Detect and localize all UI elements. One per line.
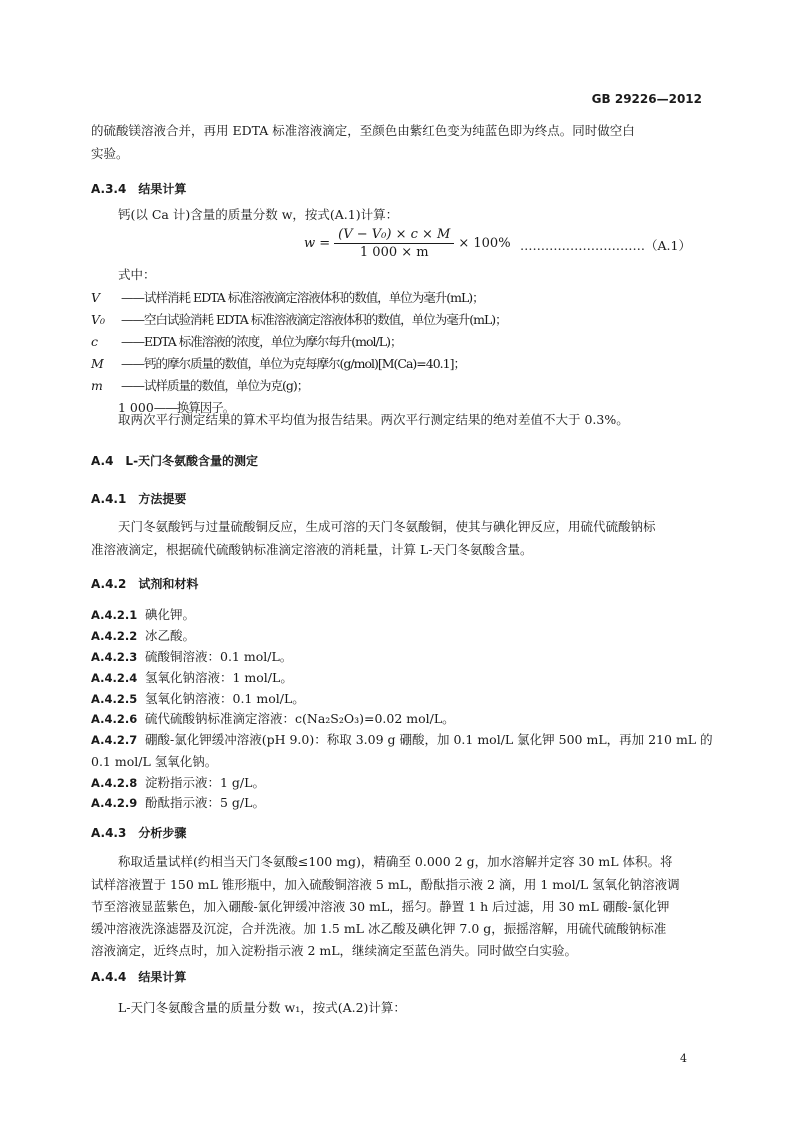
paragraph-line: 缓冲溶液洗涤滤器及沉淀，合并洗液。加 1.5 mL 冰乙酸及碘化钾 7.0 g，振摇溶解，用硫代硫酸钠标准 xyxy=(91,921,667,936)
section-heading-a42 xyxy=(91,575,198,592)
section-title: 方法提要 xyxy=(138,492,187,506)
paragraph-line: 实验。 xyxy=(91,146,129,161)
symbol-row xyxy=(91,310,507,328)
section-heading-a34 xyxy=(91,180,186,197)
paragraph-line: 试样溶液置于 150 mL 锥形瓶中，加入硫酸铜溶液 5 mL，酚酞指示液 2 滴，用 1 mol/L 氢氧化钠溶液调 xyxy=(91,877,680,892)
list-item xyxy=(91,626,195,644)
item-text: 冰乙酸。 xyxy=(145,628,196,643)
item-text: 氢氧化钠溶液：0.1 mol/L。 xyxy=(145,691,305,706)
section-heading-a4 xyxy=(91,452,258,469)
paragraph-line: L-天门冬氨酸含量的质量分数 w₁，按式(A.2)计算： xyxy=(118,1000,406,1015)
formula-suffix: × 100% xyxy=(458,235,511,251)
symbol: M xyxy=(91,356,104,371)
list-item xyxy=(91,647,292,665)
item-number: A.4.2.2 xyxy=(91,629,138,643)
item-text: 淀粉指示液：1 g/L。 xyxy=(145,775,265,790)
section-number: A.4 xyxy=(91,454,114,468)
section-title: L-天门冬氨酸含量的测定 xyxy=(125,454,259,468)
symbol-description: ——空白试验消耗 EDTA 标准溶液滴定溶液体积的数值，单位为毫升(mL)； xyxy=(121,312,507,327)
symbol: V₀ xyxy=(91,312,106,327)
section-number: A.4.4 xyxy=(91,970,127,984)
symbol: 1 000 xyxy=(118,400,154,415)
section-number: A.4.2 xyxy=(91,577,127,591)
paragraph-line: 钙(以 Ca 计)含量的质量分数 w，按式(A.1)计算： xyxy=(118,207,399,222)
section-heading-a43 xyxy=(91,824,186,841)
where-label: 式中： xyxy=(118,267,156,282)
symbol-description: ——EDTA 标准溶液的浓度，单位为摩尔每升(mol/L)； xyxy=(121,334,402,349)
paragraph-line: 天门冬氨酸钙与过量硫酸铜反应，生成可溶的天门冬氨酸铜，使其与碘化钾反应，用硫代硫酸钠标 xyxy=(118,519,656,534)
section-title: 结果计算 xyxy=(138,970,187,984)
paragraph-line: 称取适量试样(约相当天门冬氨酸≤100 mg)，精确至 0.000 2 g，加水溶解并定容 30 mL 体积。将 xyxy=(118,854,673,869)
item-number: A.4.2.6 xyxy=(91,712,138,726)
item-number: A.4.2.7 xyxy=(91,733,138,747)
paragraph-line: 节至溶液显蓝紫色，加入硼酸-氯化钾缓冲溶液 30 mL，摇匀。静置 1 h 后过滤，用 30 mL 硼酸-氯化钾 xyxy=(91,899,670,914)
formula-fraction xyxy=(334,227,454,260)
symbol: V xyxy=(91,290,101,305)
formula-denominator: 1 000 × m xyxy=(359,244,429,260)
item-text: 硫酸铜溶液：0.1 mol/L。 xyxy=(145,649,293,664)
symbol: c xyxy=(91,334,99,349)
list-item xyxy=(91,730,713,748)
standard-code: GB 29226—2012 xyxy=(591,92,702,106)
item-number: A.4.2.3 xyxy=(91,650,138,664)
list-item xyxy=(91,668,293,686)
list-item xyxy=(91,709,455,727)
page-number: 4 xyxy=(680,1052,687,1065)
list-item xyxy=(91,793,265,811)
item-number: A.4.2.4 xyxy=(91,671,138,685)
section-heading-a44 xyxy=(91,968,186,985)
paragraph-line: 溶液滴定，近终点时，加入淀粉指示液 2 mL，继续滴定至蓝色消失。同时做空白实验。 xyxy=(91,943,578,958)
equation-label: …………………………（A.1） xyxy=(520,238,691,253)
paragraph-line: 准溶液滴定，根据硫代硫酸钠标准滴定溶液的消耗量，计算 L-天门冬氨酸含量。 xyxy=(91,542,533,557)
section-number: A.3.4 xyxy=(91,182,127,196)
formula-numerator: (V − V₀) × c × M xyxy=(334,227,454,244)
item-text: 硫代硫酸钠标准滴定溶液：c(Na₂S₂O₃)=0.02 mol/L。 xyxy=(145,711,455,726)
list-item-continuation: 0.1 mol/L 氢氧化钠。 xyxy=(91,754,218,769)
item-text: 氢氧化钠溶液：1 mol/L。 xyxy=(145,670,293,685)
section-number: A.4.1 xyxy=(91,492,127,506)
item-text: 碘化钾。 xyxy=(145,607,196,622)
section-title: 分析步骤 xyxy=(138,826,187,840)
section-title: 结果计算 xyxy=(138,182,187,196)
formula-lhs: w = xyxy=(304,235,331,251)
item-number: A.4.2.8 xyxy=(91,776,138,790)
section-title: 试剂和材料 xyxy=(138,577,199,591)
item-number: A.4.2.5 xyxy=(91,692,138,706)
symbol-description: ——换算因子。 xyxy=(153,400,235,415)
symbol-description: ——试样消耗 EDTA 标准溶液滴定溶液体积的数值，单位为毫升(mL)； xyxy=(121,290,484,305)
symbol: m xyxy=(91,378,103,393)
symbol-row xyxy=(91,376,308,394)
paragraph-line: 取两次平行测定结果的算术平均值为报告结果。两次平行测定结果的绝对差值不大于 0.3%。 xyxy=(118,412,629,427)
section-number: A.4.3 xyxy=(91,826,127,840)
item-text: 硼酸-氯化钾缓冲溶液(pH 9.0)：称取 3.09 g 硼酸，加 0.1 mol/L 氯化钾 500 mL，再加 210 mL 的 xyxy=(145,732,713,747)
paragraph-line: 的硫酸镁溶液合并，再用 EDTA 标准溶液滴定，至颜色由紫红色变为纯蓝色即为终点。同时做空白 xyxy=(91,123,635,138)
section-heading-a41 xyxy=(91,490,186,507)
symbol-description: ——试样质量的数值，单位为克(g)； xyxy=(121,378,309,393)
symbol-row xyxy=(91,288,484,306)
item-number: A.4.2.9 xyxy=(91,796,138,810)
list-item xyxy=(91,689,305,707)
item-text: 酚酞指示液：5 g/L。 xyxy=(145,795,265,810)
list-item xyxy=(91,605,195,623)
list-item xyxy=(91,773,265,791)
symbol-row xyxy=(91,332,401,350)
formula-a1 xyxy=(304,226,511,260)
symbol-row xyxy=(91,354,465,372)
symbol-description: ——钙的摩尔质量的数值，单位为克每摩尔(g/mol)[M(Ca)=40.1]； xyxy=(121,356,465,371)
item-number: A.4.2.1 xyxy=(91,608,138,622)
